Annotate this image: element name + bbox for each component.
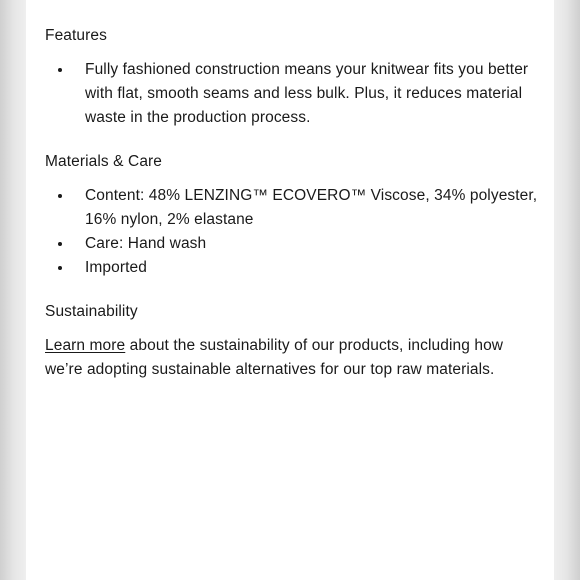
bullet-icon [58,68,62,72]
care-text: Care: Hand wash [85,235,207,252]
material-content-text: Content: 48% LENZING™ ECOVERO™ Viscose, 34% polyester, 16% nylon, 2% elastane [85,187,538,228]
list-item [45,232,545,256]
feature-text: Fully fashioned construction means your knitwear fits you better with flat, smooth seams and less bulk. Plus, it reduces material waste in the production process. [85,61,529,126]
list-item [45,184,545,232]
bullet-icon [58,194,62,198]
list-item [45,58,545,130]
list-item [45,256,545,280]
product-details-content [45,24,545,382]
bullet-icon [58,242,62,246]
materials-list [45,184,545,280]
origin-text: Imported [85,259,147,276]
sustainability-paragraph [45,334,545,382]
learn-more-link[interactable]: Learn more [45,337,126,354]
bullet-icon [58,266,62,270]
sustainability-heading: Sustainability [45,303,138,320]
features-heading: Features [45,27,107,44]
product-details-panel [26,0,554,580]
materials-care-heading: Materials & Care [45,153,163,170]
features-list [45,58,545,130]
sustainability-text: about the sustainability of our products, including how we’re adopting sustainable alternatives for our top raw materials. [45,337,504,378]
